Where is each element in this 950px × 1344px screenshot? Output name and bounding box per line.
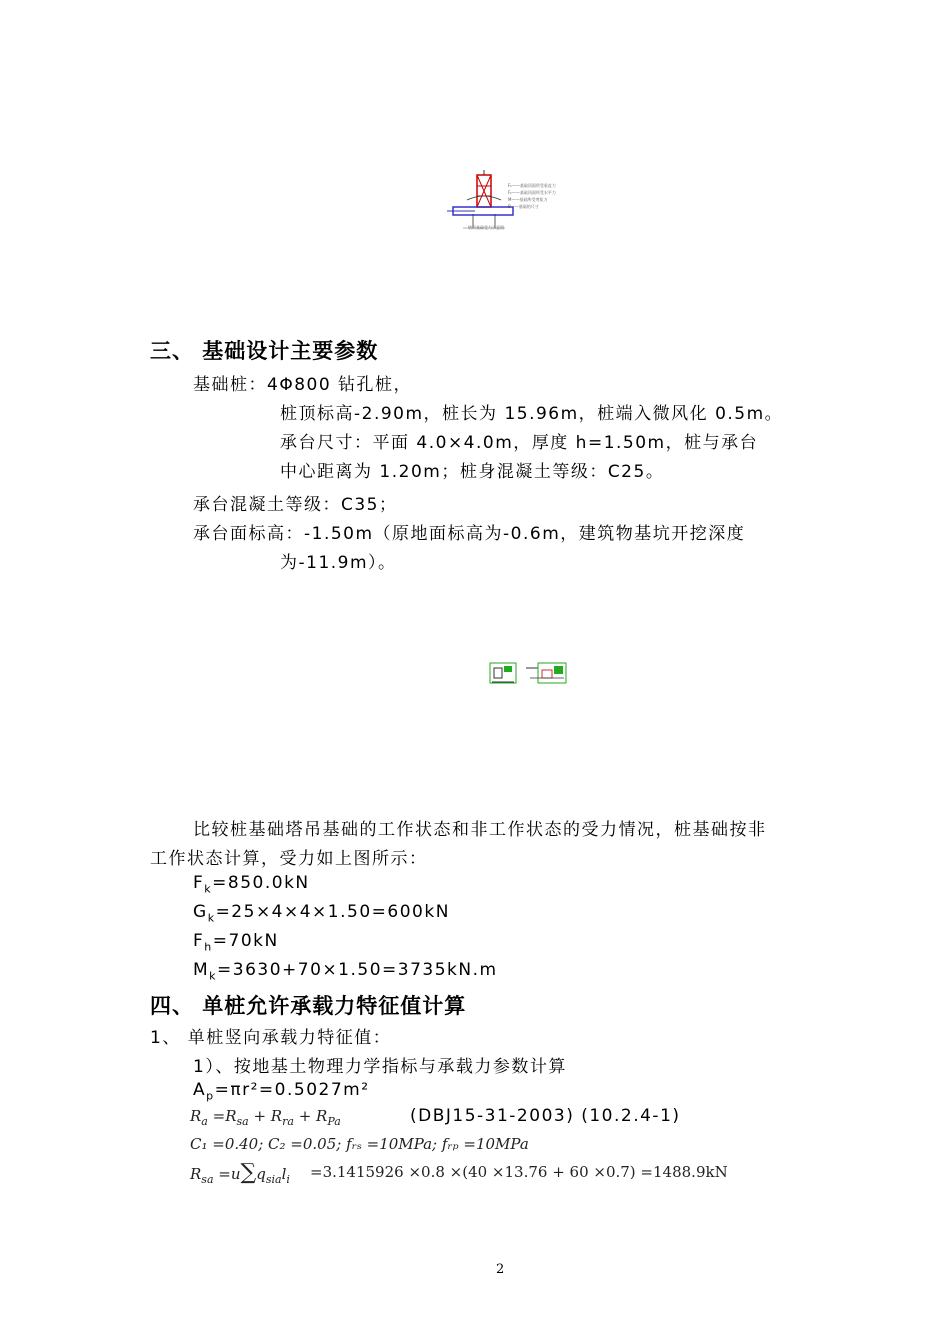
legend-item: M——基础所受弯矩力	[508, 197, 548, 202]
ap-subscript: p	[206, 1089, 215, 1103]
legend-item: Fₕ——基础顶面所受水平力	[508, 190, 556, 195]
formula-ra: $R_a =R_{sa} + R_{ra} + R_{Pa}$	[190, 1107, 341, 1128]
figure-caption: 塔吊基础受力示意图	[468, 225, 504, 230]
fh-subscript: h	[204, 940, 213, 954]
fk-symbol: F	[193, 873, 205, 893]
figure-legend	[508, 182, 556, 210]
mk-symbol: M	[193, 960, 210, 980]
fh-value: =70kN	[212, 931, 279, 951]
formula-c-params: C₁ =0.40; C₂ =0.05; fᵣₛ =10MPa; fᵣₚ =10MPa	[190, 1135, 529, 1153]
formula-rsa-value: =3.1415926 ×0.8 ×(40 ×13.76 + 60 ×0.7) =1488.9kN	[310, 1163, 728, 1181]
section-heading-3: 三、 基础设计主要参数	[150, 339, 379, 363]
section-heading-4: 四、 单桩允许承载力特征值计算	[150, 994, 467, 1018]
gk-subscript: k	[207, 911, 216, 925]
param-line-pile: 基础桩：4Φ800 钻孔桩，	[193, 375, 413, 395]
fk-value: =850.0kN	[212, 873, 310, 893]
mk-subscript: k	[209, 969, 218, 983]
mk-value: =3630+70×1.50=3735kN.m	[217, 960, 498, 980]
param-line-excavation: 为-11.9m）。	[280, 553, 397, 573]
paragraph-line-1: 比较桩基础塔吊基础的工作状态和非工作状态的受力情况，桩基础按非	[193, 820, 767, 840]
formula-rsa: $R_{sa} =u\sum q_{sia}l_i$	[190, 1160, 290, 1186]
param-line-pile-top: 桩顶标高-2.90m，桩长为 15.96m，桩端入微风化 0.5m。	[280, 404, 784, 424]
page-number: 2	[496, 1262, 505, 1277]
load-fh	[193, 931, 279, 953]
item-1-1: 1）、按地基土物理力学指标与承载力参数计算	[193, 1057, 567, 1077]
param-line-cap-concrete: 承台混凝土等级：C35；	[193, 495, 398, 515]
load-diagram-small	[488, 660, 570, 686]
gk-symbol: G	[193, 902, 208, 922]
legend-item: Fₕ——基础顶面所受垂直力	[508, 183, 556, 188]
item-1: 1、 单桩竖向承载力特征值：	[150, 1028, 392, 1048]
load-fk	[193, 873, 310, 895]
load-diagram-sketch	[488, 660, 570, 686]
legend-item: B——基础的尺寸	[508, 204, 539, 209]
fk-subscript: k	[204, 882, 213, 896]
param-line-cap-elevation: 承台面标高：-1.50m（原地面标高为-0.6m，建筑物基坑开挖深度	[193, 524, 746, 544]
ap-symbol: A	[193, 1080, 207, 1100]
param-line-center-distance: 中心距离为 1.20m；桩身混凝土等级：C25。	[280, 462, 665, 482]
fh-symbol: F	[193, 931, 205, 951]
load-gk	[193, 902, 450, 924]
gk-value: =25×4×4×1.50=600kN	[215, 902, 450, 922]
formula-ra-code: (DBJ15-31-2003) (10.2.4-1)	[410, 1106, 681, 1126]
load-mk	[193, 960, 498, 982]
ap-value: =πr²=0.5027m²	[214, 1080, 370, 1100]
param-line-cap-size: 承台尺寸：平面 4.0×4.0m，厚度 h=1.50m，桩与承台	[280, 433, 759, 453]
paragraph-line-2: 工作状态计算，受力如上图所示：	[150, 849, 428, 869]
area-ap	[193, 1080, 370, 1102]
